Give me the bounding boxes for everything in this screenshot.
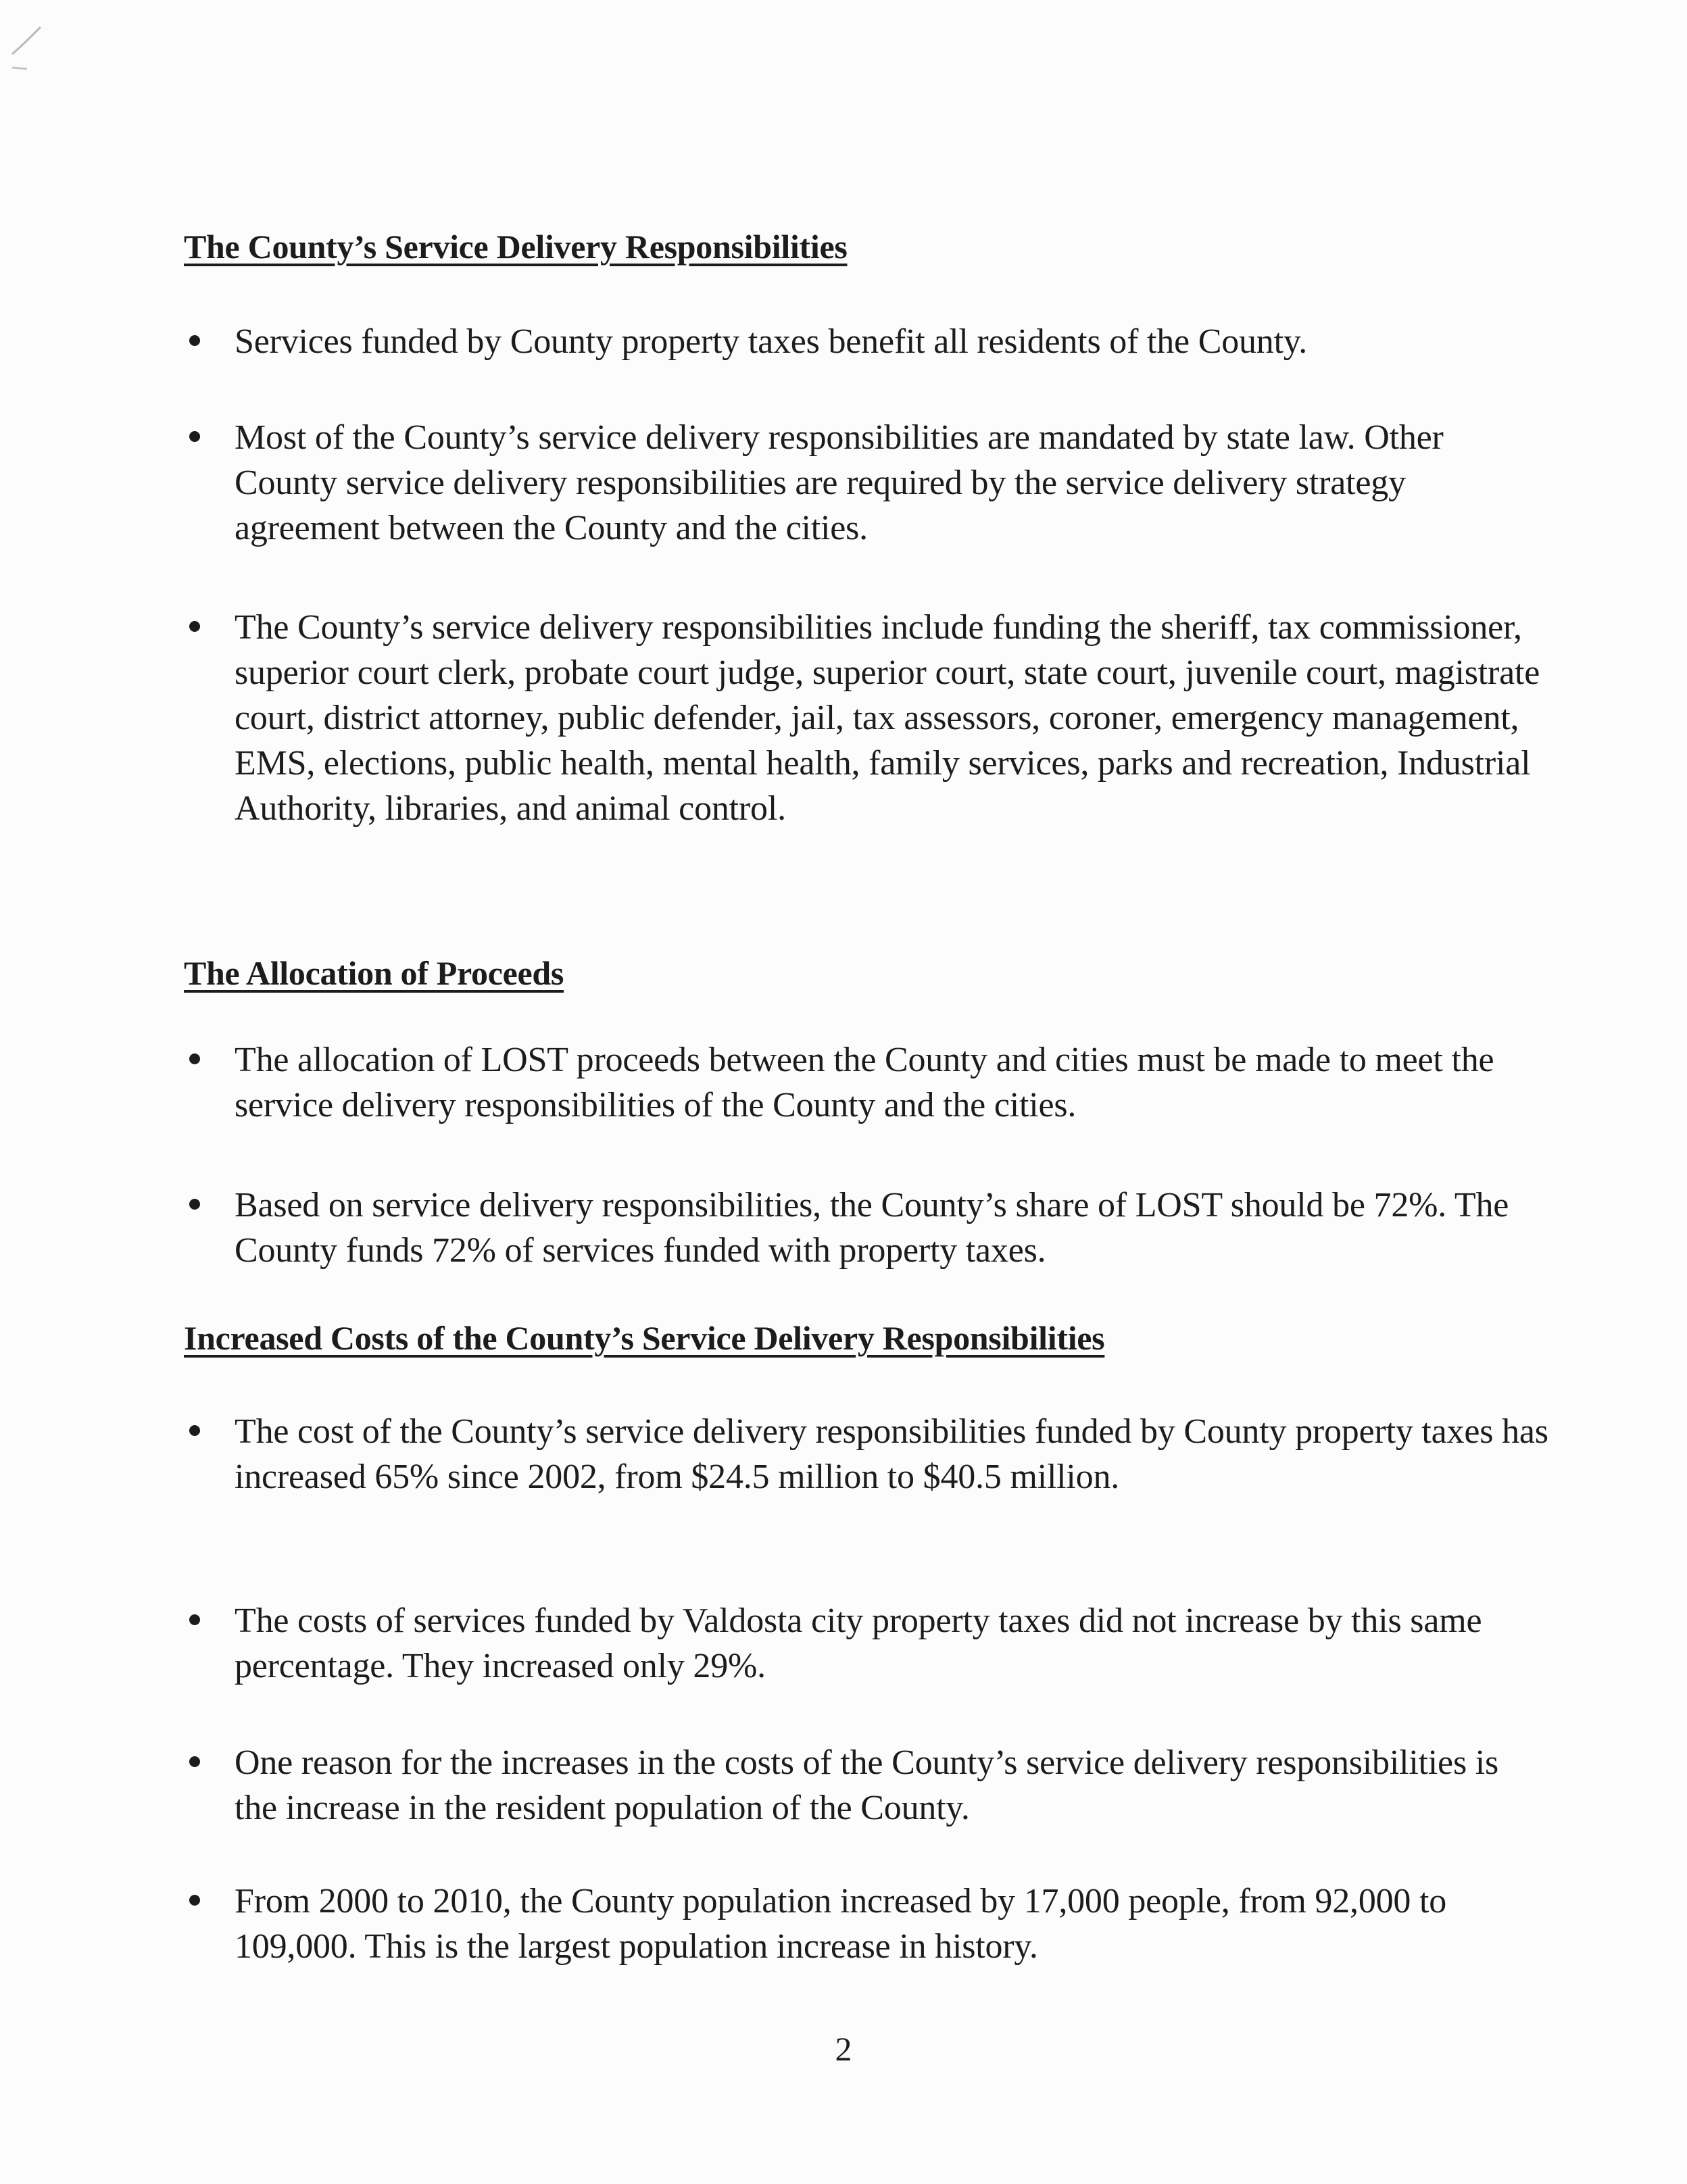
- bullet-icon: [189, 1895, 200, 1906]
- list-item-text: Most of the County’s service delivery responsibilities are mandated by state law. Other County service delivery responsibilities are required by the service delivery strategy agreement between the County and the cities.: [235, 418, 1444, 547]
- bullet-icon: [189, 621, 200, 632]
- bullet-icon: [189, 1053, 200, 1064]
- section-heading-service-delivery: The County’s Service Delivery Responsibilities: [184, 228, 848, 266]
- list-item-text: From 2000 to 2010, the County population increased by 17,000 people, from 92,000 to 109,000. This is the largest population increase in history.: [235, 1882, 1447, 1966]
- bullet-icon: [189, 335, 200, 346]
- bullet-icon: [189, 1614, 200, 1625]
- list-item-text: The County’s service delivery responsibilities include funding the sheriff, tax commissioner, superior court clerk, probate court judge, superior court, state court, juvenile court, magistrate court, district attorney, public defender, jail, tax assessors, coroner, emergency management, EMS, elections, public health, mental health, family services, parks and recreation, Industrial Authority, libraries, and animal control.: [235, 608, 1540, 828]
- list-item-text: Based on service delivery responsibilities, the County’s share of LOST should be 72%. The County funds 72% of services funded with property taxes.: [235, 1186, 1509, 1270]
- list-item-text: The cost of the County’s service delivery responsibilities funded by County property taxes has increased 65% since 2002, from $24.5 million to $40.5 million.: [235, 1412, 1548, 1496]
- list-item-text: The allocation of LOST proceeds between the County and cities must be made to meet the service delivery responsibilities of the County and the cities.: [235, 1041, 1494, 1124]
- bullet-icon: [189, 431, 200, 442]
- bullet-icon: [189, 1756, 200, 1767]
- section-heading-increased-costs: Increased Costs of the County’s Service Delivery Responsibilities: [184, 1319, 1105, 1357]
- page-number: 2: [835, 2030, 852, 2068]
- bullet-icon: [189, 1199, 200, 1210]
- list-item-text: The costs of services funded by Valdosta city property taxes did not increase by this same percentage. They increased only 29%.: [235, 1602, 1482, 1685]
- bullet-icon: [189, 1425, 200, 1436]
- section-heading-allocation: The Allocation of Proceeds: [184, 954, 564, 992]
- scan-mark-icon: [7, 14, 68, 74]
- list-item-text: Services funded by County property taxes benefit all residents of the County.: [235, 322, 1308, 361]
- list-item-text: One reason for the increases in the costs of the County’s service delivery responsibilities is the increase in the resident population of the County.: [235, 1743, 1499, 1827]
